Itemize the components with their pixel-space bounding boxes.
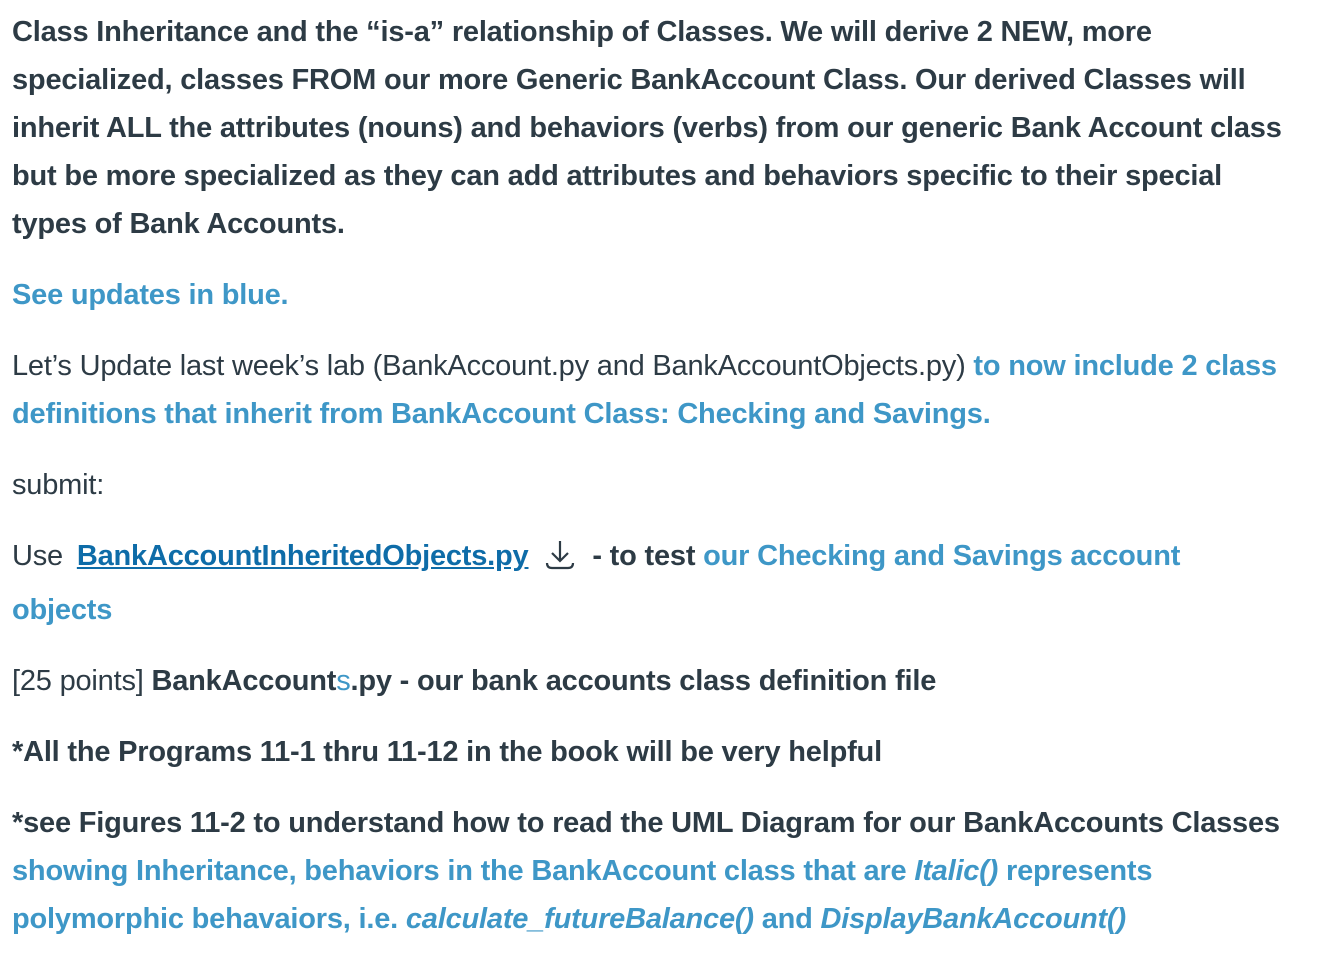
intro-paragraph (12, 8, 1288, 248)
figures-blue-text-1: showing Inheritance, behaviors in the BankAccount class that are (12, 855, 915, 887)
update-plain-text: Let’s Update last week’s lab (BankAccount.py and BankAccountObjects.py) (12, 350, 974, 382)
submit-label (12, 461, 1288, 509)
figures-italic-1: Italic() (914, 855, 999, 887)
updates-note (12, 271, 1288, 319)
figures-dark-text: *see Figures 11-2 to understand how to read the UML Diagram for our BankAccounts Classes (12, 807, 1280, 839)
points-text: [25 points] (12, 665, 152, 697)
file-name-part-a: BankAccount (151, 665, 337, 697)
download-icon[interactable] (543, 538, 577, 586)
submit-label-text: submit: (12, 469, 105, 501)
use-paragraph (12, 532, 1288, 634)
use-text: Use (12, 540, 71, 572)
points-rest-text: - our bank accounts class definition file (391, 665, 937, 697)
figures-blue-text-2: represents polymorphic behavaiors, i.e. (12, 855, 1153, 935)
file-name-part-py: .py (350, 665, 392, 697)
programs-note (12, 728, 1288, 776)
intro-text: Class Inheritance and the “is-a” relationship of Classes. We will derive 2 NEW, more specialized, classes FROM our more Generic BankAccount Class. Our derived Classes will inherit ALL the attributes (nouns) and behaviors (verbs) from our generic Bank Account class but be more specialized as they can add attributes and behaviors specific to their special types of Bank Accounts. (12, 16, 1282, 240)
points-paragraph (12, 657, 1288, 705)
use-dash-text: - to test (584, 540, 704, 572)
figures-note (12, 799, 1288, 943)
figures-italic-3: DisplayBankAccount() (820, 903, 1126, 935)
figures-blue-text-3: and (753, 903, 821, 935)
update-blue-text: to now include 2 class definitions that inherit from BankAccount Class: Checking and Savings. (12, 350, 1277, 430)
inherited-objects-file-link[interactable]: BankAccountInheritedObjects.py (76, 540, 529, 572)
file-name-part-s: s (336, 665, 351, 697)
programs-note-text: *All the Programs 11-1 thru 11-12 in the book will be very helpful (12, 736, 882, 768)
figures-italic-2: calculate_futureBalance() (405, 903, 754, 935)
update-paragraph (12, 342, 1288, 438)
use-blue-text: our Checking and Savings account objects (12, 540, 1181, 626)
updates-note-text: See updates in blue. (12, 279, 289, 311)
